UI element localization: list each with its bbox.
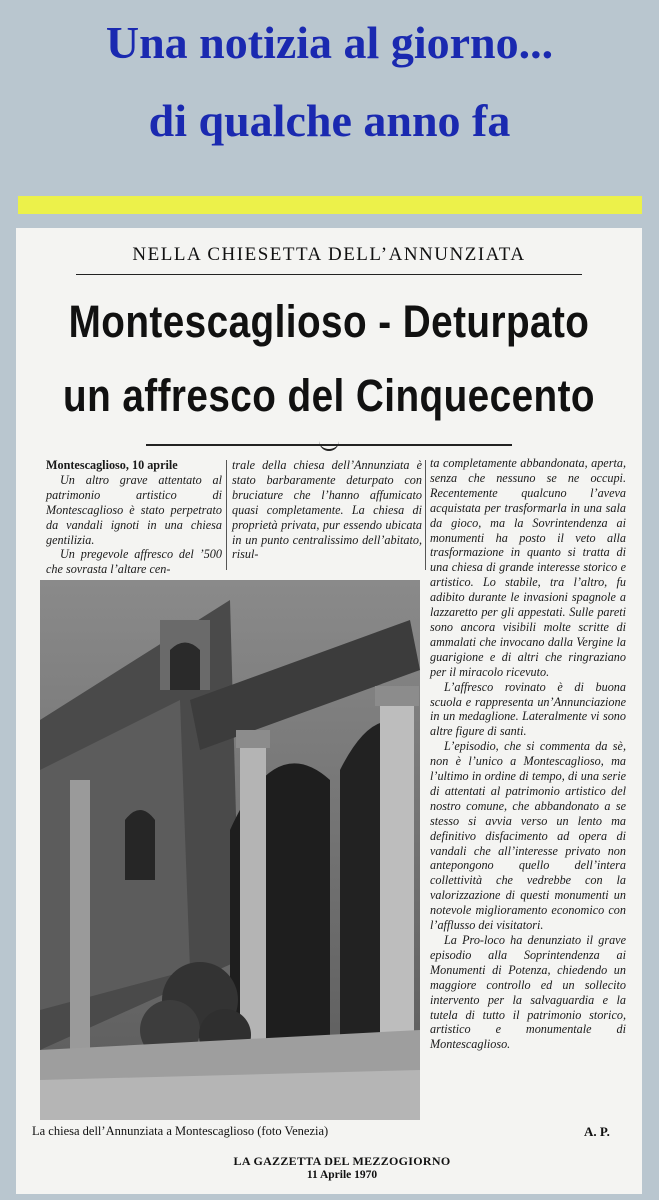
banner-title-line1: Una notizia al giorno...	[105, 17, 554, 68]
article-headline-line1: Montescaglioso - Deturpato	[68, 296, 590, 347]
article-paragraph: ta completamente abbandonata, aperta, senza che nessuno se ne occupi. Recentemente qualcuno l’aveva acquistata per trasformarla in una sala da gioco, ma la Sovrintendenza ai monumenti ha posto il veto alla trasformazione in quanto si tratta di una chiesa di grande interesse storico e artistico. Lo stabile, tra l’altro, fu adibito durante le invasioni spagnole a lazzaretto per gli appestati. Sulle pareti sono ancora visibili molte scritte di ammalati che invocano dalla Vergine la guarigione e di altri che ringraziano per il miracolo ricevuto.	[430, 456, 626, 679]
article-paragraph: Un altro grave attentato al patrimonio artistico di Montescaglioso è stato perpetrato da vandali ignoti in una chiesa gentilizia.	[46, 472, 222, 547]
highlight-divider-bar	[18, 196, 642, 214]
column-rule	[226, 460, 227, 570]
article-headline-line2: un affresco del Cinquecento	[63, 370, 595, 421]
column-rule	[425, 460, 426, 570]
publication-date: 11 Aprile 1970	[306, 1169, 378, 1181]
church-photo	[40, 580, 420, 1120]
newspaper-clipping	[16, 228, 642, 1194]
headline-rule-ornament	[319, 439, 339, 451]
kicker-rule	[76, 274, 582, 275]
article-dateline: Montescaglioso, 10 aprile	[46, 458, 178, 472]
article-column-2	[232, 458, 422, 562]
article-paragraph: La Pro-loco ha denunziato il grave episodio alla Soprintendenza ai Monumenti di Potenza, chiedendo un maggiore controllo ed un sollecito intervento per la salvaguardia e la tutela di tutto il patrimonio storico, artistico e monumentale di Montescaglioso.	[430, 933, 626, 1052]
article-column-1	[46, 458, 222, 577]
article-paragraph: trale della chiesa dell’Annunziata è stato barbaramente deturpato con bruciature che l’hanno affumicato quasi completamente. La chiesa di proprietà privata, pur essendo ubicata in un punto centralissimo dell’abitato, risul-	[232, 458, 422, 562]
article-paragraph: L’episodio, che si commenta da sè, non è l’unico a Montescaglioso, ma l’ultimo in ordine di tempo, di una serie di attentati al patrimonio artistico del nostro comune, che abbandonato a se stesso si avvia verso un lento ma definitivo disfacimento ad opera di vandali che all’interesse privato non antepongono quello dell’intera collettività che vedrebbe con la valorizzazione di questi monumenti un notevole miglioramento economico con l’afflusso dei visitatori.	[430, 739, 626, 933]
article-column-3	[430, 456, 626, 1052]
article-kicker: NELLA CHIESETTA DELL’ANNUNZIATA	[132, 244, 526, 265]
newspaper-masthead: LA GAZZETTA DEL MEZZOGIORNO	[233, 1154, 451, 1168]
photo-caption: La chiesa dell’Annunziata a Montescaglioso (foto Venezia)	[32, 1124, 329, 1138]
author-signature: A. P.	[584, 1124, 610, 1139]
banner-title-line2: di qualche anno fa	[148, 95, 511, 146]
article-paragraph: Un pregevole affresco del ’500 che sovrasta l’altare cen-	[46, 547, 222, 577]
article-paragraph: L’affresco rovinato è di buona scuola e rappresenta un’Annunciazione in un medaglione. Lateralmente vi sono altre figure di santi.	[430, 679, 626, 739]
church-photo-drawing	[40, 580, 420, 1120]
